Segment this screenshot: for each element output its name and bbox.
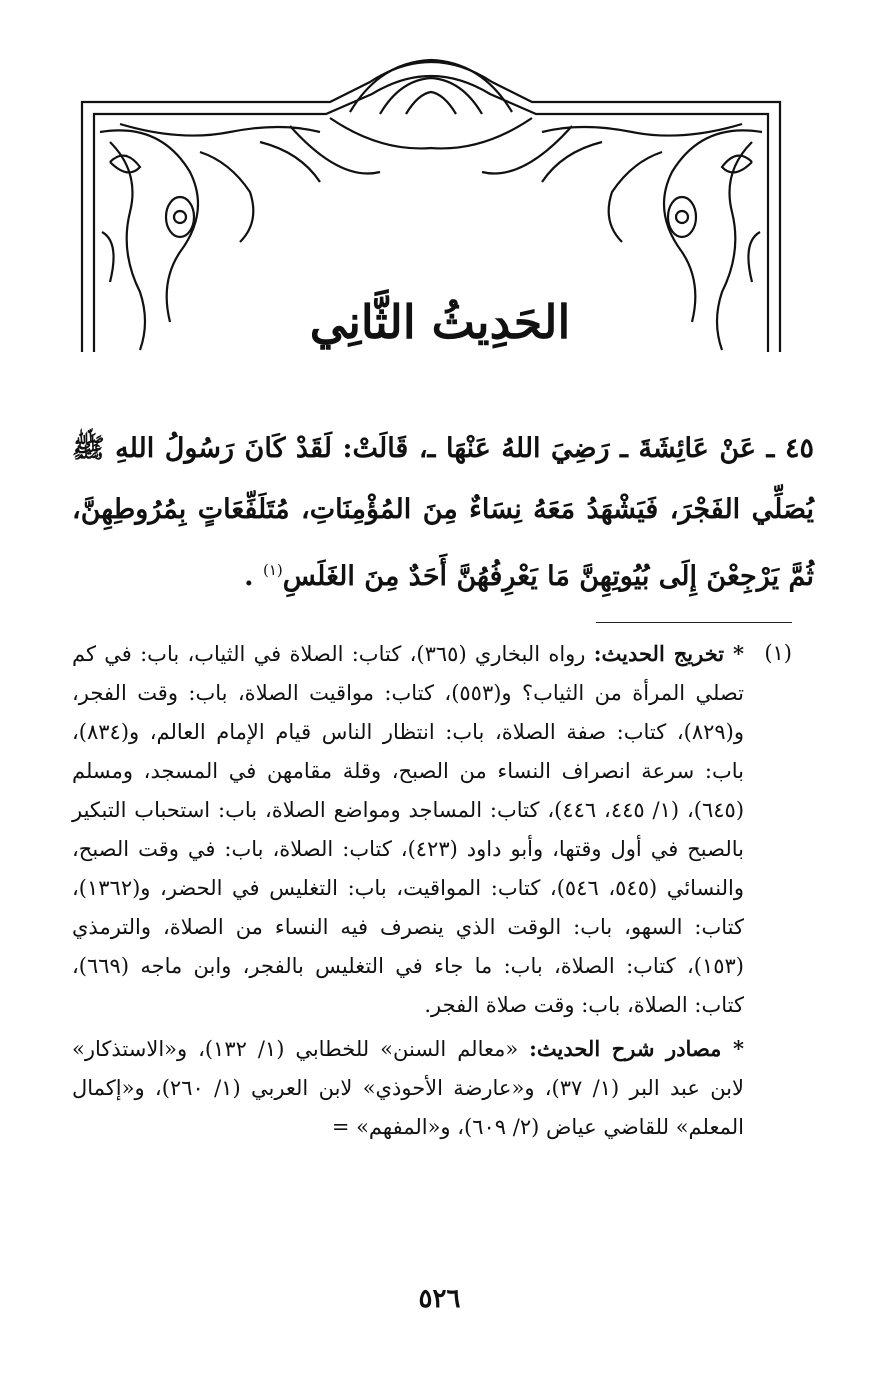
footnote-block	[72, 634, 792, 1151]
footnote-separator	[596, 622, 792, 623]
footnote-marker: (١)	[764, 641, 792, 665]
footnote-takhrij	[72, 634, 744, 1025]
chapter-title: الحَدِيثُ الثَّانِي	[309, 295, 571, 349]
hadith-text-block	[72, 418, 814, 607]
hadith-text: ـ عَنْ عَائِشَةَ ـ رَضِيَ اللهُ عَنْهَا ـ، قَالَتْ: لَقَدْ كَانَ رَسُولُ اللهِ ﷺ يُصَلِّي الفَجْرَ، فَيَشْهَدُ مَعَهُ نِسَاءٌ مِنَ المُؤْمِنَاتِ، مُتَلَفِّعَاتٍ بِمُرُوطِهِنَّ، ثُمَّ يَرْجِعْنَ إِلَى بُيُوتِهِنَّ مَا يَعْرِفُهُنَّ أَحَدٌ مِنَ الغَلَسِ	[72, 433, 814, 592]
hadith-end-mark: .	[244, 561, 254, 592]
footnote-reference[interactable]: (١)	[262, 561, 283, 579]
footnote-sources	[72, 1029, 744, 1147]
sources-text: «معالم السنن» للخطابي (١/ ١٣٢)، و«الاستذكار» لابن عبد البر (١/ ٣٧)، و«عارضة الأحوذي» لابن العربي (١/ ٢٦٠)، و«إكمال المعلم» للقاضي عياض (٢/ ٦٠٩)، و«المفهم» =	[72, 1037, 745, 1139]
sources-label: * مصادر شرح الحديث:	[529, 1036, 744, 1061]
takhrij-label: * تخريج الحديث:	[593, 641, 745, 666]
page-number: ٥٢٦	[418, 1284, 461, 1314]
takhrij-text: رواه البخاري (٣٦٥)، كتاب: الصلاة في الثياب، باب: في كم تصلي المرأة من الثياب؟ و(٥٥٣)، كتاب: مواقيت الصلاة، باب: وقت الفجر، و(٨٢٩)، كتاب: صفة الصلاة، باب: انتظار الناس قيام الإمام العالم، و(٨٣٤)، باب: سرعة انصراف النساء من الصبح، وقلة مقامهن في المسجد، ومسلم (٦٤٥)، (١/ ٤٤٥، ٤٤٦)، كتاب: المساجد ومواضع الصلاة، باب: استحباب التبكير بالصبح في أول وقتها، وأبو داود (٤٢٣)، كتاب: الصلاة، باب: في وقت الصبح، والنسائي (٥٤٥، ٥٤٦)، كتاب: المواقيت، باب: التغليس في الحضر، و(١٣٦٢)، كتاب: السهو، باب: الوقت الذي ينصرف فيه النساء من الصلاة، والترمذي (١٥٣)، كتاب: الصلاة، باب: ما جاء في التغليس بالفجر، وابن ماجه (٦٦٩)، كتاب: الصلاة، باب: وقت صلاة الفجر.	[72, 642, 745, 1017]
hadith-number: ٤٥	[784, 433, 814, 464]
